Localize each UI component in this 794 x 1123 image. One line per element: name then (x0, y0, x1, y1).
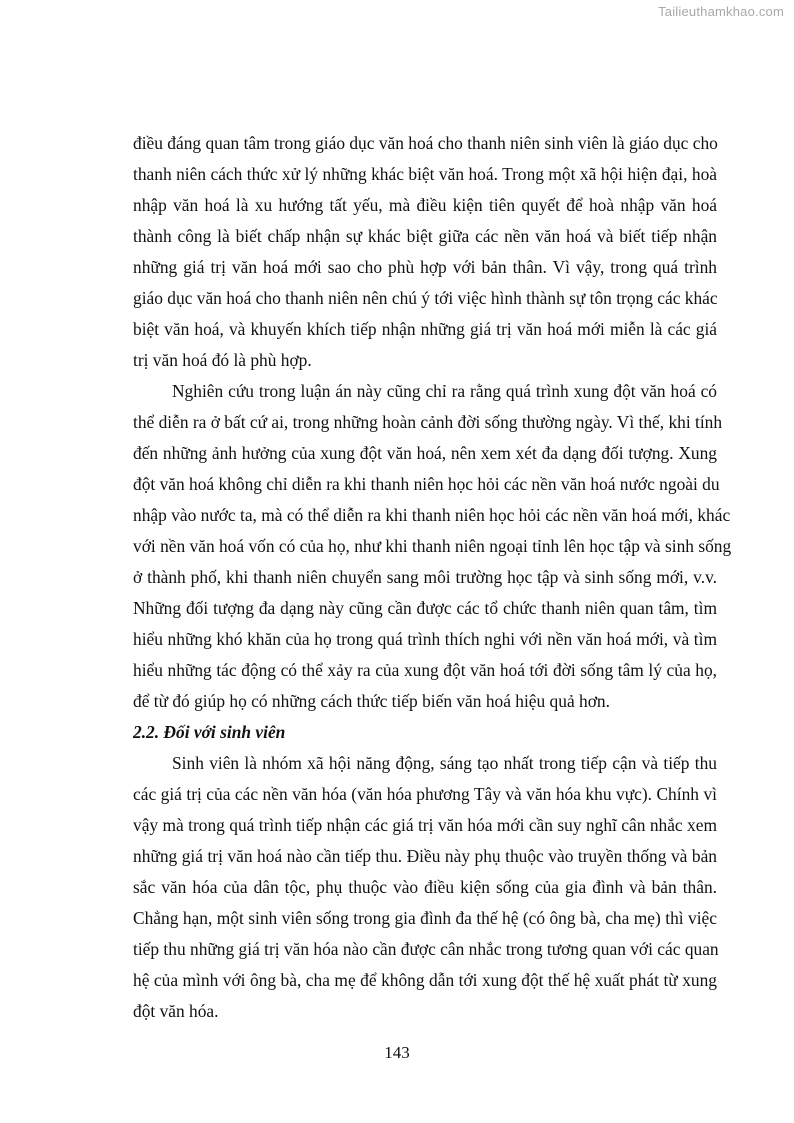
watermark: Tailieuthamkhao.com (658, 4, 784, 19)
text-line: thanh niên cách thức xử lý những khác biệt văn hoá. Trong một xã hội hiện đại, hoà (133, 164, 717, 184)
paragraph-3 (133, 748, 717, 1027)
text-line: giáo dục văn hoá cho thanh niên nên chú ý tới việc hình thành sự tôn trọng các khác (133, 288, 718, 308)
text-line: biệt văn hoá, và khuyến khích tiếp nhận những giá trị văn hoá mới miễn là các giá (133, 319, 717, 339)
text-line: hiểu những tác động có thể xảy ra của xung đột văn hoá tới đời sống tâm lý của họ, (133, 660, 717, 680)
text-line: đến những ảnh hưởng của xung đột văn hoá, nên xem xét đa dạng đối tượng. Xung (133, 443, 717, 463)
text-line: nhập vào nước ta, mà có thể diễn ra khi thanh niên học hỏi các nền văn hoá mới, khác (133, 505, 731, 525)
text-line: thành công là biết chấp nhận sự khác biệt giữa các nền văn hoá và biết tiếp nhận (133, 226, 717, 246)
text-line: thể diễn ra ở bất cứ ai, trong những hoàn cảnh đời sống thường ngày. Vì thế, khi tính (133, 412, 723, 432)
text-line: đột văn hoá không chỉ diễn ra khi thanh niên học hỏi các nền văn hoá nước ngoài du (133, 474, 720, 494)
text-line: Nghiên cứu trong luận án này cũng chỉ ra rằng quá trình xung đột văn hoá có (172, 381, 717, 401)
text-line: trị văn hoá đó là phù hợp. (133, 350, 312, 370)
text-line: Sinh viên là nhóm xã hội năng động, sáng tạo nhất trong tiếp cận và tiếp thu (172, 753, 717, 773)
section-heading: 2.2. Đối với sinh viên (133, 722, 286, 742)
page-body (133, 128, 732, 1027)
text-line: hiểu những khó khăn của họ trong quá trình thích nghi với nền văn hoá mới, và tìm (133, 629, 717, 649)
text-line: vậy mà trong quá trình tiếp nhận các giá trị văn hóa mới cần suy nghĩ cân nhắc xem (133, 815, 717, 835)
paragraph-1 (133, 128, 717, 376)
text-line: sắc văn hóa của dân tộc, phụ thuộc vào điều kiện sống của gia đình và bản thân. (133, 877, 717, 897)
text-line: điều đáng quan tâm trong giáo dục văn hoá cho thanh niên sinh viên là giáo dục cho (133, 133, 718, 153)
text-line: tiếp thu những giá trị văn hóa nào cần được cân nhắc trong tương quan với các quan (133, 939, 719, 959)
text-line: hệ của mình với ông bà, cha mẹ để không dẫn tới xung đột thế hệ xuất phát từ xung (133, 970, 717, 990)
text-line: với nền văn hoá vốn có của họ, như khi thanh niên ngoại tỉnh lên học tập và sinh sống (133, 536, 732, 556)
text-line: đột văn hóa. (133, 1001, 219, 1021)
text-line: Chẳng hạn, một sinh viên sống trong gia đình đa thế hệ (có ông bà, cha mẹ) thì việc (133, 908, 717, 928)
text-line: Những đối tượng đa dạng này cũng cần được các tổ chức thanh niên quan tâm, tìm (133, 598, 717, 618)
text-line: các giá trị của các nền văn hóa (văn hóa phương Tây và văn hóa khu vực). Chính vì (133, 784, 717, 804)
text-line: để từ đó giúp họ có những cách thức tiếp biến văn hoá hiệu quả hơn. (133, 691, 610, 711)
paragraph-2 (133, 376, 732, 717)
text-line: những giá trị văn hoá nào cần tiếp thu. Điều này phụ thuộc vào truyền thống và bản (133, 846, 717, 866)
text-line: ở thành phố, khi thanh niên chuyển sang môi trường học tập và sinh sống mới, v.v. (133, 567, 717, 587)
text-line: những giá trị văn hoá mới sao cho phù hợp với bản thân. Vì vậy, trong quá trình (133, 257, 717, 277)
text-line: nhập văn hoá là xu hướng tất yếu, mà điều kiện tiên quyết để hoà nhập văn hoá (133, 195, 717, 215)
page-number: 143 (384, 1043, 410, 1062)
